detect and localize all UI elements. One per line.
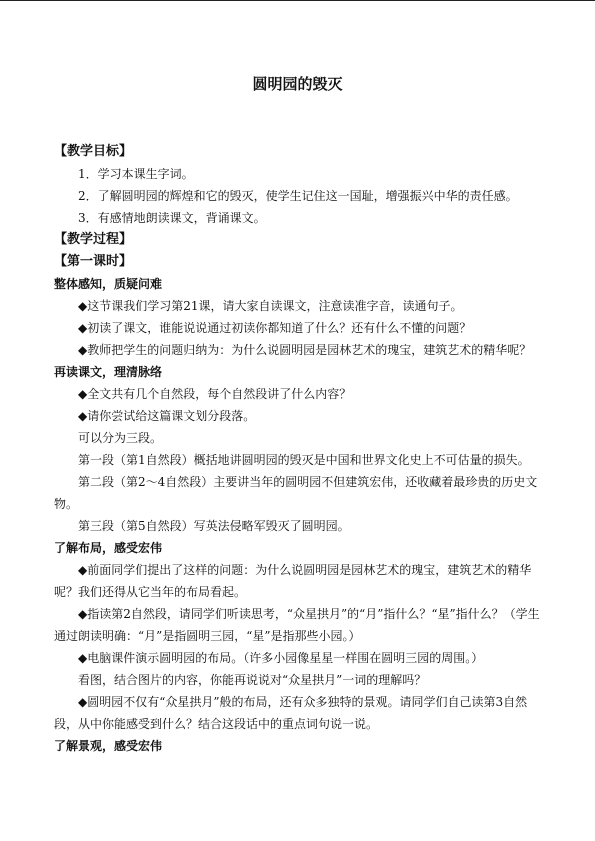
heading-lesson-1: 【第一课时】	[54, 254, 133, 269]
top-rule	[0, 0, 595, 1]
paragraph: ◆前面同学们提出了这样的问题：为什么说圆明园是园林艺术的瑰宝，建筑艺术的精华呢？我们还得从它当年的布局看起。	[54, 563, 532, 599]
paragraph: ◆电脑课件演示圆明园的布局。（许多小园像星星一样围在圆明三园的周围。）	[78, 651, 484, 665]
paragraph: ◆圆明园不仅有“众星拱月”般的布局，还有众多独特的景观。请同学们自己读第3自然段，从中你能感受到什么？结合这段话中的重点词句说一说。	[54, 695, 528, 731]
page-title: 圆明园的毁灭	[252, 75, 343, 93]
paragraph: 第一段（第1自然段）概括地讲圆明园的毁灭是中国和世界文化史上不可估量的损失。	[78, 453, 530, 467]
heading-scenery: 了解景观，感受宏伟	[54, 739, 163, 753]
paragraph: ◆这节课我们学习第21课，请大家自读课文，注意读准字音，读通句子。	[78, 299, 463, 313]
paragraph: ◆全文共有几个自然段，每个自然段讲了什么内容？	[78, 387, 352, 401]
paragraph: 第三段（第5自然段）写英法侵略军毁灭了圆明园。	[78, 519, 350, 533]
heading-reread-text: 再读课文，理清脉络	[54, 365, 163, 379]
heading-teaching-goals: 【教学目标】	[54, 144, 133, 159]
document-body	[54, 141, 544, 757]
paragraph: ◆指读第2自然段，请同学们听读思考，“众星拱月”的“月”指什么？“星”指什么？（学生通过朗读明确：“月”是指圆明三园，“星”是指那些小园。）	[54, 607, 540, 643]
goal-item-2: 2．了解圆明园的辉煌和它的毁灭，使学生记住这一国耻，增强振兴中华的责任感。	[78, 189, 518, 203]
heading-layout: 了解布局，感受宏伟	[54, 541, 163, 555]
goal-item-1: 1．学习本课生字词。	[78, 167, 194, 181]
goal-item-3: 3．有感情地朗读课文，背诵课文。	[78, 211, 266, 225]
paragraph: 看图，结合图片的内容，你能再说说对“众星拱月”一词的理解吗？	[78, 673, 427, 687]
paragraph: ◆请你尝试给这篇课文划分段落。	[78, 409, 256, 423]
paragraph: 第二段（第2～4自然段）主要讲当年的圆明园不但建筑宏伟，还收藏着最珍贵的历史文物。	[54, 475, 538, 511]
paragraph: ◆教师把学生的问题归纳为：为什么说圆明园是园林艺术的瑰宝，建筑艺术的精华呢？	[78, 343, 532, 357]
paragraph: 可以分为三段。	[78, 431, 163, 445]
heading-teaching-process: 【教学过程】	[54, 232, 133, 247]
paragraph: ◆初读了课文，谁能说说通过初读你都知道了什么？还有什么不懂的问题？	[78, 321, 472, 335]
heading-overall-perception: 整体感知，质疑问难	[54, 277, 163, 291]
